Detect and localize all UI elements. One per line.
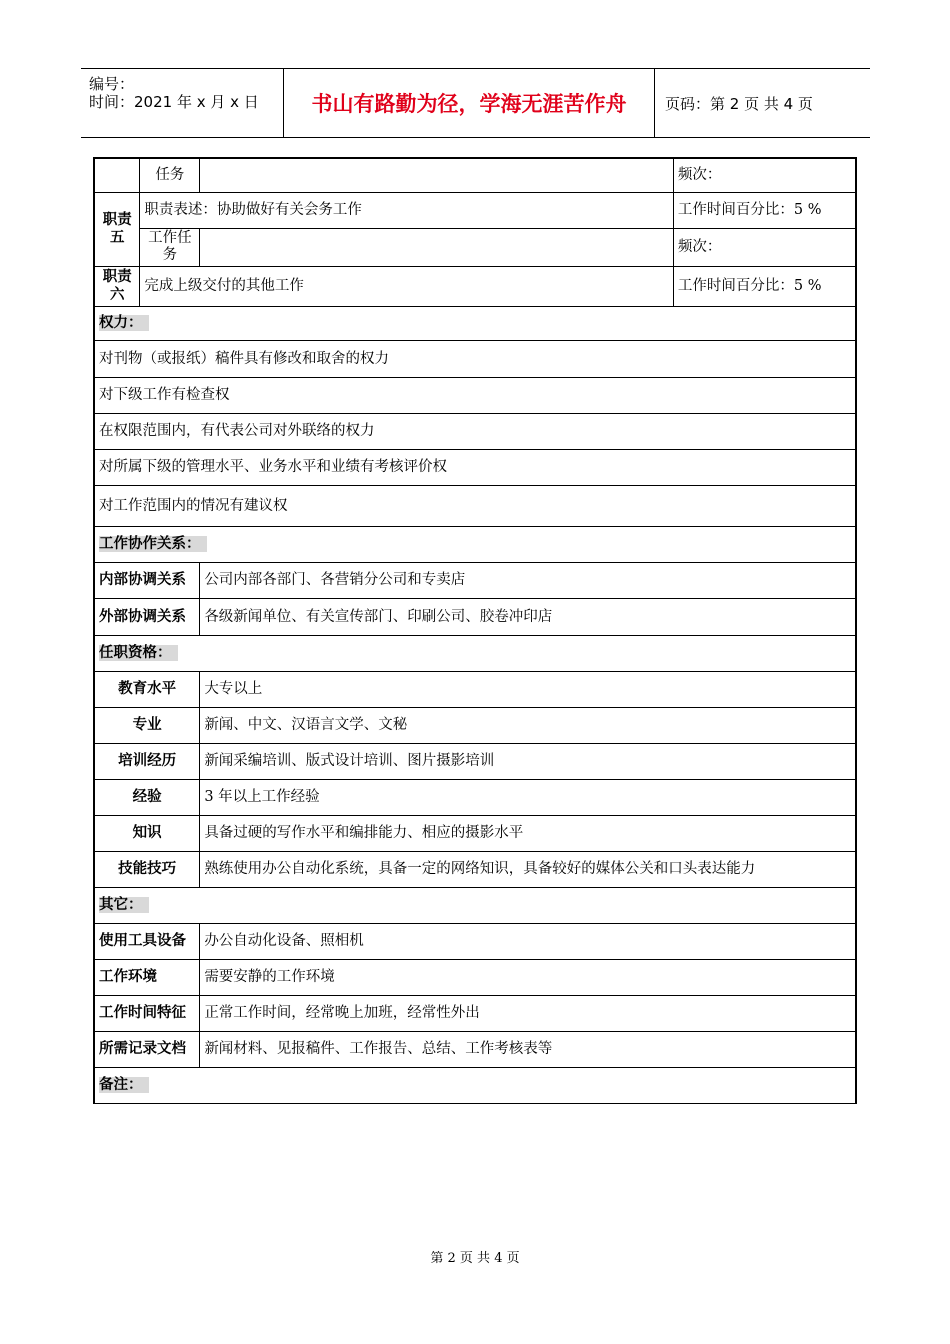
qualification-row — [94, 815, 856, 851]
relation-label: 内部协调关系 — [94, 562, 200, 598]
relation-row — [94, 562, 856, 598]
other-label: 工作时间特征 — [94, 995, 200, 1031]
power-item: 在权限范围内，有代表公司对外联络的权力 — [94, 413, 856, 449]
duty5-task-top-row — [94, 158, 856, 192]
qualification-label: 经验 — [94, 779, 200, 815]
duty6-desc: 完成上级交付的其他工作 — [140, 266, 674, 306]
other-title: 其它： — [94, 887, 856, 923]
other-value: 正常工作时间，经常晚上加班，经常性外出 — [200, 995, 856, 1031]
duty6-row — [94, 266, 856, 306]
qualification-row — [94, 851, 856, 887]
doc-date: 时间：2021 年 x 月 x 日 — [89, 93, 259, 111]
page-header — [81, 68, 870, 138]
qualification-value: 新闻采编培训、版式设计培训、图片摄影培训 — [200, 743, 856, 779]
qualification-row — [94, 743, 856, 779]
remarks-title: 备注： — [94, 1067, 856, 1103]
qualification-label: 培训经历 — [94, 743, 200, 779]
relations-section-row — [94, 526, 856, 562]
qualification-row — [94, 707, 856, 743]
other-row — [94, 959, 856, 995]
qualifications-section-row — [94, 635, 856, 671]
duty5-label: 职责五 — [94, 192, 140, 266]
duty5-task-row — [94, 228, 856, 266]
page-footer: 第 2 页 共 4 页 — [430, 1251, 520, 1266]
other-row — [94, 1031, 856, 1067]
other-value: 需要安静的工作环境 — [200, 959, 856, 995]
other-row — [94, 923, 856, 959]
qualification-value: 具备过硬的写作水平和编排能力、相应的摄影水平 — [200, 815, 856, 851]
power-title: 权力： — [94, 306, 856, 340]
other-row — [94, 995, 856, 1031]
qualifications-title: 任职资格： — [94, 635, 856, 671]
power-item: 对刊物（或报纸）稿件具有修改和取舍的权力 — [94, 340, 856, 377]
duty5-freq: 频次： — [673, 228, 856, 266]
qualification-value: 熟练使用办公自动化系统，具备一定的网络知识，具备较好的媒体公关和口头表达能力 — [200, 851, 856, 887]
power-item: 对所属下级的管理水平、业务水平和业绩有考核评价权 — [94, 449, 856, 485]
duty6-time-pct: 工作时间百分比：5 % — [673, 266, 856, 306]
duty5-task-value — [200, 228, 674, 266]
relations-title: 工作协作关系： — [94, 526, 856, 562]
qualification-label: 知识 — [94, 815, 200, 851]
power-item-row — [94, 413, 856, 449]
doc-number-label: 编号： — [89, 75, 135, 93]
power-item-row — [94, 449, 856, 485]
job-description-table — [93, 157, 857, 1104]
relation-value: 各级新闻单位、有关宣传部门、印刷公司、胶卷冲印店 — [200, 598, 856, 635]
duty5-desc: 职责表述：协助做好有关会务工作 — [140, 192, 674, 228]
duty5-time-pct: 工作时间百分比：5 % — [673, 192, 856, 228]
qualification-value: 3 年以上工作经验 — [200, 779, 856, 815]
header-slogan: 书山有路勤为径，学海无涯苦作舟 — [284, 69, 655, 137]
power-item-row — [94, 340, 856, 377]
duty5-task-top-label: 任务 — [140, 158, 200, 192]
duty5-task-label: 工作任务 — [140, 228, 200, 266]
power-item: 对工作范围内的情况有建议权 — [94, 485, 856, 526]
duty5-task-top-value — [200, 158, 674, 192]
other-label: 使用工具设备 — [94, 923, 200, 959]
other-label: 所需记录文档 — [94, 1031, 200, 1067]
relation-value: 公司内部各部门、各营销分公司和专卖店 — [200, 562, 856, 598]
qualification-label: 教育水平 — [94, 671, 200, 707]
duty6-label: 职责六 — [94, 266, 140, 306]
power-item-row — [94, 485, 856, 526]
qualification-row — [94, 779, 856, 815]
power-item-row — [94, 377, 856, 413]
qualification-row — [94, 671, 856, 707]
qualification-label: 专业 — [94, 707, 200, 743]
other-label: 工作环境 — [94, 959, 200, 995]
header-meta — [81, 69, 284, 137]
qualification-value: 大专以上 — [200, 671, 856, 707]
duty5-desc-row — [94, 192, 856, 228]
qualification-label: 技能技巧 — [94, 851, 200, 887]
remarks-section-row — [94, 1067, 856, 1103]
other-section-row — [94, 887, 856, 923]
other-value: 办公自动化设备、照相机 — [200, 923, 856, 959]
power-item: 对下级工作有检查权 — [94, 377, 856, 413]
relation-row — [94, 598, 856, 635]
header-page-info: 页码：第 2 页 共 4 页 — [665, 94, 813, 113]
power-section-row — [94, 306, 856, 340]
duty5-freq-top: 频次： — [673, 158, 856, 192]
other-value: 新闻材料、见报稿件、工作报告、总结、工作考核表等 — [200, 1031, 856, 1067]
qualification-value: 新闻、中文、汉语言文学、文秘 — [200, 707, 856, 743]
relation-label: 外部协调关系 — [94, 598, 200, 635]
